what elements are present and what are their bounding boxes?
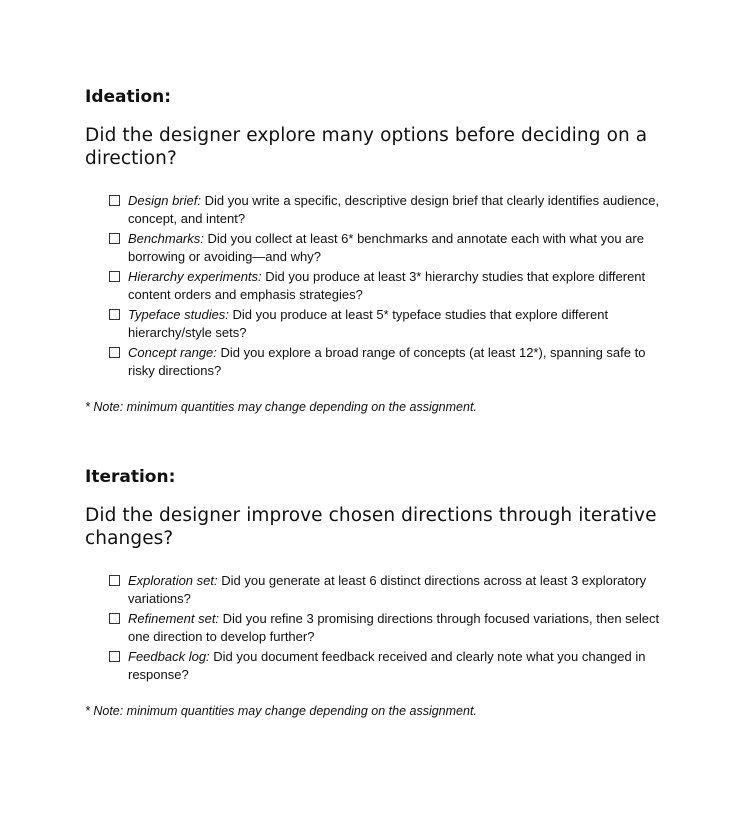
- section-heading: Ideation:: [85, 87, 172, 107]
- section-spacer: [85, 446, 665, 466]
- section-heading: Iteration:: [85, 467, 176, 487]
- item-text: Did you generate at least 6 distinct directions across at least 3 exploratory variations?: [128, 573, 647, 606]
- ideation-checklist: [109, 192, 665, 380]
- item-text: Did you produce at least 5* typeface studies that explore different hierarchy/style sets?: [128, 307, 609, 340]
- item-label: Design brief:: [128, 193, 201, 208]
- checkbox[interactable]: [109, 613, 120, 624]
- item-text: Did you explore a broad range of concepts (at least 12*), spanning safe to risky directions?: [128, 345, 646, 378]
- item-text: Did you refine 3 promising directions through focused variations, then select one direction to develop further?: [128, 611, 660, 644]
- section-question: Did the designer explore many options before deciding on a direction?: [85, 125, 648, 169]
- checklist-item-feedback-log: [109, 648, 668, 684]
- iteration-section: [85, 466, 665, 720]
- quantity-note: * Note: minimum quantities may change depending on the assignment.: [85, 704, 477, 718]
- item-label: Exploration set:: [128, 573, 218, 588]
- checkbox[interactable]: [109, 575, 120, 586]
- checklist-item-design-brief: [109, 192, 668, 228]
- item-label: Hierarchy experiments:: [128, 269, 262, 284]
- checkbox[interactable]: [109, 271, 120, 282]
- quantity-note: * Note: minimum quantities may change depending on the assignment.: [85, 400, 477, 414]
- item-label: Feedback log:: [128, 649, 210, 664]
- checklist-document: [85, 86, 665, 720]
- item-label: Benchmarks:: [128, 231, 204, 246]
- ideation-section: [85, 86, 665, 446]
- item-label: Typeface studies:: [128, 307, 229, 322]
- checklist-item-benchmarks: [109, 230, 668, 266]
- item-text: Did you produce at least 3* hierarchy studies that explore different content orders and emphasis strategies?: [128, 269, 646, 302]
- checkbox[interactable]: [109, 347, 120, 358]
- item-label: Concept range:: [128, 345, 217, 360]
- item-text: Did you collect at least 6* benchmarks and annotate each with what you are borrowing or avoiding—and why?: [128, 231, 644, 264]
- item-text: Did you document feedback received and clearly note what you changed in response?: [128, 649, 646, 682]
- item-text: Did you write a specific, descriptive design brief that clearly identifies audience, concept, and intent?: [128, 193, 660, 226]
- iteration-checklist: [109, 572, 665, 684]
- checklist-item-typeface-studies: [109, 306, 668, 342]
- checklist-item-concept-range: [109, 344, 668, 380]
- checklist-item-exploration-set: [109, 572, 668, 608]
- checkbox[interactable]: [109, 651, 120, 662]
- checkbox[interactable]: [109, 233, 120, 244]
- checkbox[interactable]: [109, 195, 120, 206]
- checklist-item-refinement-set: [109, 610, 668, 646]
- item-label: Refinement set:: [128, 611, 220, 626]
- section-question: Did the designer improve chosen directions through iterative changes?: [85, 505, 657, 549]
- checklist-item-hierarchy-experiments: [109, 268, 668, 304]
- checkbox[interactable]: [109, 309, 120, 320]
